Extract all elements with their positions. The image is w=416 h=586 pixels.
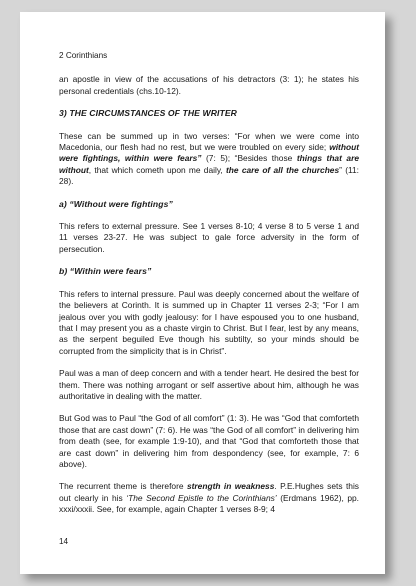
p7-text-a: The recurrent theme is therefore [59, 481, 187, 492]
subheading-a: a) “Without were fightings” [59, 198, 173, 209]
running-head: 2 Corinthians [59, 51, 108, 60]
p7-book-title: ‘The Second Epistle to the Corinthians’ [126, 492, 277, 503]
subheading-b: b) “Within were fears” [59, 266, 152, 277]
paragraph-5: Paul was a man of deep concern and with a tender heart. He desired the best for them. There was nothing arrogant or self assertive about him, although he was authoritative in dealing with the matter. [59, 368, 359, 401]
paragraph-2 [59, 131, 359, 188]
page-content [59, 50, 359, 527]
book-page [20, 12, 385, 574]
p7-text-e: (Erdmans 1962), pp. xxxi/xxxii. See, for example, again Chapter 1 verses 8-9; 4 [59, 492, 359, 515]
p7-emphasis-b: strength in weakness [186, 481, 275, 492]
p2-emphasis-b: without were fightings, within were fears” [59, 142, 359, 164]
paragraph-7 [59, 481, 359, 515]
paragraph-6: But God was to Paul “the God of all comfort” (1: 3). He was “God that comforteth those that are cast down” (7: 6). He was “the God of all comfort” in delivering him from death (see, for example 1:9-10), and that “God that comforteth those that are cast down” in delivering him from despondency (see, for example, 7: 6 above). [59, 413, 359, 469]
paragraph-3: This refers to external pressure. See 1 verses 8-10; 4 verse 8 to 5 verse 1 and 11 verses 23-27. He was subject to gale force adversity in the form of persecution. [59, 221, 359, 254]
page-number: 14 [59, 537, 69, 546]
p2-text-c: (7: 5); “Besides those [201, 153, 297, 164]
p2-text-e: , that which cometh upon me daily, [88, 164, 226, 175]
p2-emphasis-f: the care of all the churches [226, 164, 340, 175]
section-heading-3: 3) THE CIRCUMSTANCES OF THE WRITER [59, 108, 237, 119]
p2-emphasis-d: things that are without [59, 153, 360, 175]
p2-text-a: These can be summed up in two verses: “For when we were come into Macedonia, our flesh had no rest, but we were troubled on every side; [59, 130, 359, 153]
p2-text-g: ” (11: 28). [59, 164, 360, 187]
paragraph-4: This refers to internal pressure. Paul was deeply concerned about the welfare of the believers at Corinth. It is summed up in Chapter 11 verses 2-3; “For I am jealous over you with godly jealousy: for I have espoused you to one husband, that I may present you as a chaste virgin to Christ. But I fear, lest by any means, as the serpent beguiled Eve though his subtilty, so your minds should be corrupted from the simplicity that is in Christ”. [59, 288, 359, 356]
paragraph-1: an apostle in view of the accusations of his detractors (3: 1); he states his personal credentials (chs.10-12). [59, 74, 359, 96]
p7-text-c: . P.E.Hughes sets this out clearly in his [59, 481, 359, 503]
